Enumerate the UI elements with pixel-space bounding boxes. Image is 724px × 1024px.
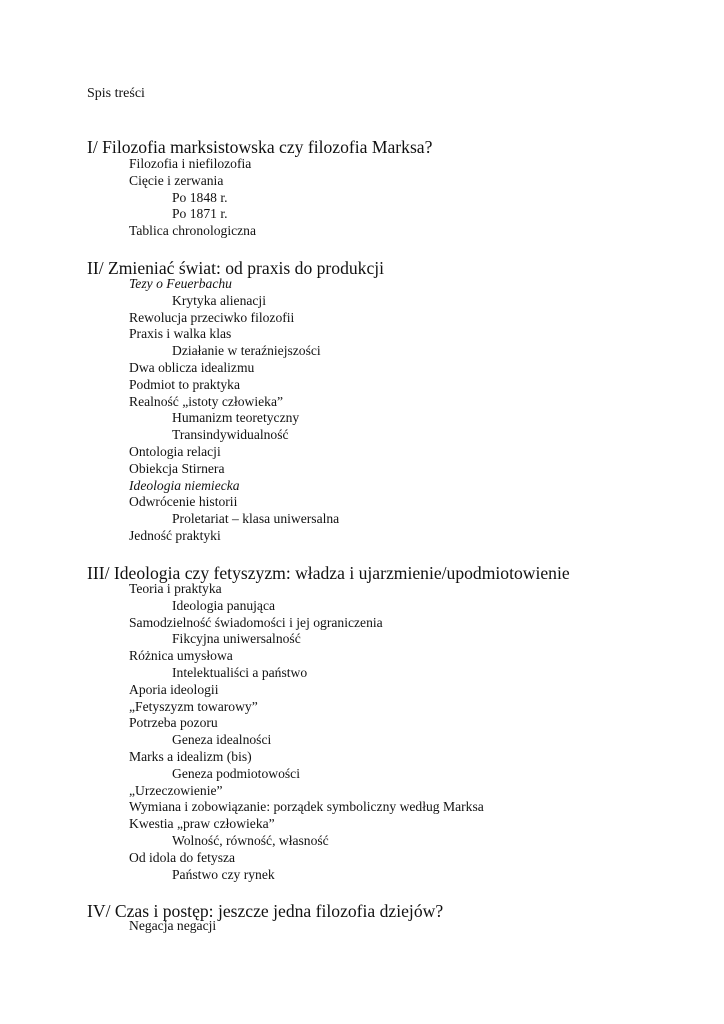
toc-subsection-entry: Państwo czy rynek bbox=[172, 866, 275, 882]
toc-section-entry: Marks a idealizm (bis) bbox=[129, 749, 252, 764]
toc-subsection-entry: Geneza podmiotowości bbox=[172, 765, 300, 781]
toc-subsection-entry: Transindywidualność bbox=[172, 427, 289, 443]
toc-section-entry: Jedność praktyki bbox=[129, 528, 221, 543]
toc-section-entry: Tezy o Feuerbachu bbox=[129, 276, 232, 291]
toc-section-entry: Teoria i praktyka bbox=[129, 581, 222, 596]
toc-section-entry: Negacja negacji bbox=[129, 918, 217, 933]
toc-section-entry: Realność „istoty człowieka” bbox=[129, 393, 284, 409]
toc-subsection-entry: Intelektualiści a państwo bbox=[172, 665, 308, 680]
toc-subsection-entry: Po 1848 r. bbox=[172, 189, 228, 205]
toc-section-entry: Ontologia relacji bbox=[129, 444, 221, 459]
toc-section-entry: Odwrócenie historii bbox=[129, 494, 238, 510]
toc-subsection-entry: Geneza idealności bbox=[172, 732, 272, 748]
toc-section-entry: Tablica chronologiczna bbox=[129, 223, 256, 239]
chapter-heading: III/ Ideologia czy fetyszyzm: władza i ujarzmienie/upodmiotowienie bbox=[87, 563, 570, 583]
toc-subsection-entry: Proletariat – klasa uniwersalna bbox=[172, 511, 340, 527]
toc-subsection-entry: Humanizm teoretyczny bbox=[172, 410, 300, 426]
toc-subsection-entry: Fikcyjna uniwersalność bbox=[172, 631, 301, 647]
toc-section-entry: „Urzeczowienie” bbox=[129, 782, 223, 798]
toc-section-entry: Od idola do fetysza bbox=[129, 849, 236, 865]
toc-subsection-entry: Działanie w teraźniejszości bbox=[172, 343, 321, 359]
toc-section-entry: Dwa oblicza idealizmu bbox=[129, 360, 255, 375]
toc-section-entry: Aporia ideologii bbox=[129, 681, 219, 697]
toc-section-entry: Obiekcja Stirnera bbox=[129, 460, 225, 476]
toc-section-entry: Ideologia niemiecka bbox=[129, 477, 240, 493]
toc-section-entry: Różnica umysłowa bbox=[129, 648, 233, 664]
chapter-heading: II/ Zmieniać świat: od praxis do produkcji bbox=[87, 258, 385, 278]
page-title: Spis treści bbox=[87, 86, 145, 101]
toc-section-entry: Kwestia „praw człowieka” bbox=[129, 816, 275, 832]
toc-section-entry: Podmiot to praktyka bbox=[129, 376, 241, 392]
toc-section-entry: „Fetyszyzm towarowy” bbox=[129, 698, 258, 714]
toc-subsection-entry: Ideologia panująca bbox=[172, 597, 276, 613]
toc-subsection-entry: Wolność, równość, własność bbox=[172, 833, 329, 848]
toc-section-entry: Cięcie i zerwania bbox=[129, 172, 224, 188]
toc-section-entry: Wymiana i zobowiązanie: porządek symboliczny według Marksa bbox=[129, 799, 484, 815]
chapter-heading: I/ Filozofia marksistowska czy filozofia Marksa? bbox=[87, 137, 433, 157]
toc-section-entry: Filozofia i niefilozofia bbox=[129, 156, 252, 171]
toc-subsection-entry: Krytyka alienacji bbox=[172, 292, 266, 308]
toc-section-entry: Potrzeba pozoru bbox=[129, 715, 218, 731]
toc-section-entry: Praxis i walka klas bbox=[129, 326, 232, 342]
toc-subsection-entry: Po 1871 r. bbox=[172, 206, 228, 222]
chapter-heading: IV/ Czas i postęp: jeszcze jedna filozofia dziejów? bbox=[87, 901, 444, 921]
toc-section-entry: Samodzielność świadomości i jej ograniczenia bbox=[129, 614, 383, 630]
toc-section-entry: Rewolucja przeciwko filozofii bbox=[129, 309, 295, 325]
